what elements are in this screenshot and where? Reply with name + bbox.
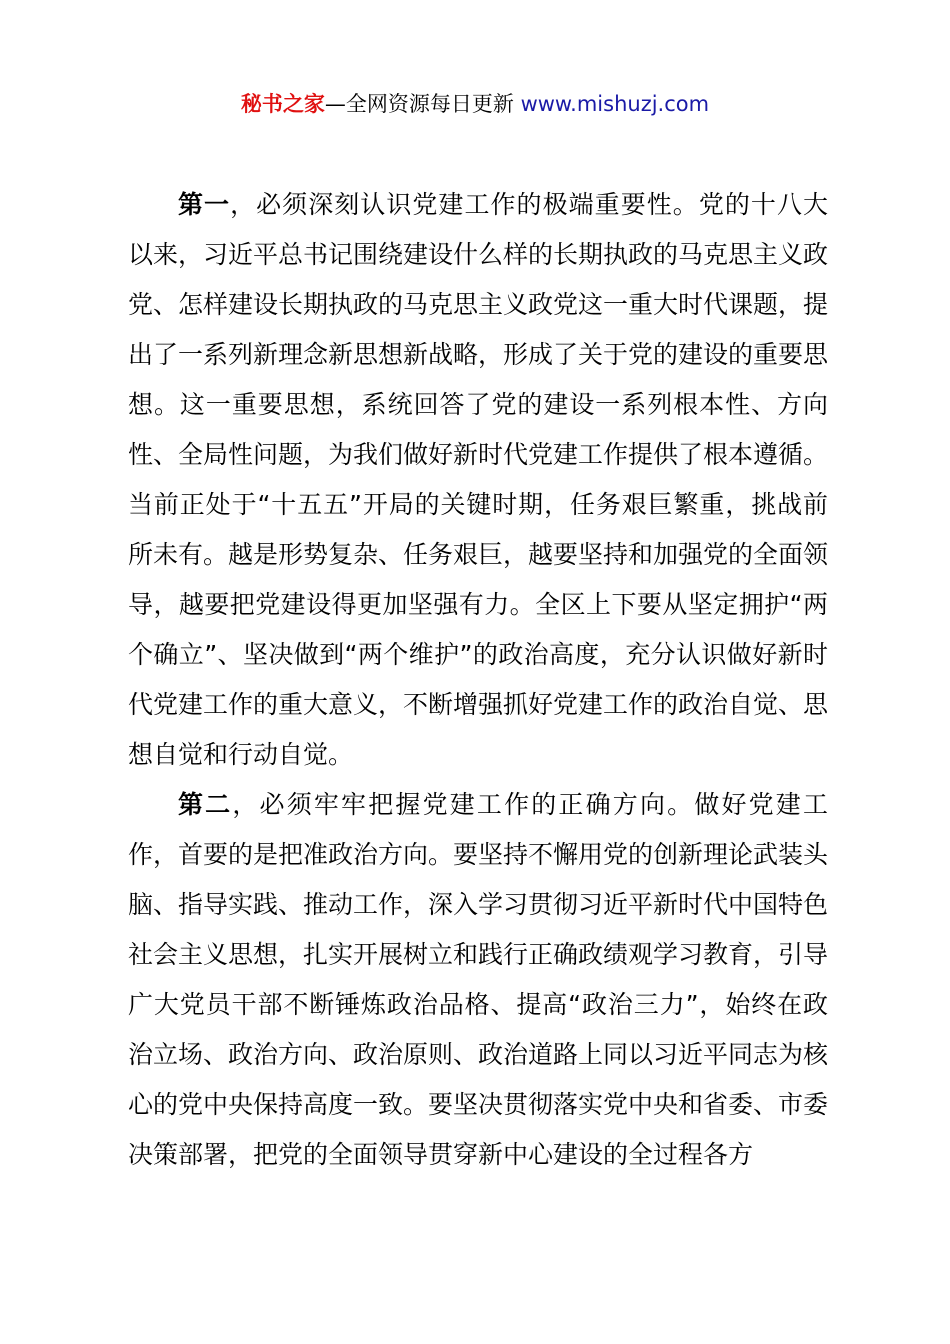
paragraph-text: ，必须牢牢把握党建工作的正确方向。做好党建工作，首要的是把准政治方向。要坚持不懈用党的创新理论武装头脑、指导实践、推动工作，深入学习贯彻习近平新时代中国特色社会主义思想，扎实开展树立和践行正确政绩观学习教育，引导广大党员干部不断锤炼政治品格、提高“政治三力”，始终在政治立场、政治方向、政治原则、政治道路上同以习近平同志为核心的党中央保持高度一致。要坚决贯彻落实党中央和省委、市委决策部署，把党的全面领导贯穿新中心建设的全过程各方 — [128, 790, 829, 1169]
page-header — [0, 88, 950, 120]
header-tagline: —全网资源每日更新 — [324, 92, 521, 116]
paragraph-text: ，必须深刻认识党建工作的极端重要性。党的十八大以来，习近平总书记围绕建设什么样的长期执政的马克思主义政党、怎样建设长期执政的马克思主义政党这一重大时代课题，提出了一系列新理念新思想新战略，形成了关于党的建设的重要思想。这一重要思想，系统回答了党的建设一系列根本性、方向性、全局性问题，为我们做好新时代党建工作提供了根本遵循。当前正处于“十五五”开局的关键时期，任务艰巨繁重，挑战前所未有。越是形势复杂、任务艰巨，越要坚持和加强党的全面领导，越要把党建设得更加坚强有力。全区上下要从坚定拥护“两个确立”、坚决做到“两个维护”的政治高度，充分认识做好新时代党建工作的重大意义，不断增强抓好党建工作的政治自觉、思想自觉和行动自觉。 — [128, 190, 829, 769]
header-url: www.mishuzj.com — [520, 92, 710, 116]
document-body — [128, 180, 828, 1180]
paragraph-lead: 第一 — [178, 190, 231, 219]
paragraph-first — [128, 180, 828, 780]
header-brand: 秘书之家 — [240, 92, 325, 116]
paragraph-second — [128, 780, 828, 1180]
paragraph-lead: 第二 — [178, 790, 233, 819]
